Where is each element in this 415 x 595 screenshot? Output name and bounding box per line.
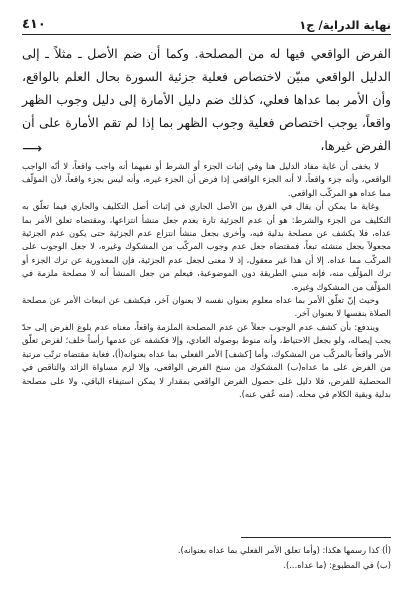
main-text [22, 42, 391, 157]
page-number: ٤١٠ [22, 17, 46, 32]
main-paragraph: الفرض الواقعي فيها له من المصلحة. وكما أن ضم الأصل ـ مثلاً ـ إلى الدليل الواقعي مبيّن لاختصاص فعلية جزئية السورة بحال العلم بالواقع، وأن الأمر بما عداها فعلي، كذلك ضم دليل الأمارة إلى دليل وجوب الظهر واقعاً، يوجب اختصاص فعلية وجوب الظهر بما إذا لم تقم الأمارة على أن الفرض غيرها، [22, 46, 391, 153]
margin-notes [22, 160, 391, 401]
footnotes [22, 543, 391, 573]
footnote-a: (أ) كذا رسمها هكذا: (وأما تعلق الأمر الفعلي بما عداه بعنوانه). [177, 545, 391, 555]
footnote-b: (ب) في المطبوع: (ما عداه...). [283, 560, 391, 570]
note-paragraph-2: وغاية ما يمكن أن يقال في الفرق بين الأصل الجاري في إثبات أصل التكليف والجاري فيما تعلّق به التكليف من الجزء والشرط: هو أن عدم الجزئية تارة بعدم جعل منشأ انتزاعها، ومقتضاه تعلق الأمر بما عداه، فلا يكشف عن مصلحة بدلية فيه، وأخرى بجعل منشأ انتزاع عدم الجزئية حتى يكون عدم الجزئية مجعولاً بجعل منشئه تبعاً، فمقتضاه جعل عدم وجوب المركّب من المشكوك وغيره، لا جعل الوجوب على المركّب مما عداه. إلا أن هذا غير معقول، إذ لا معنى لجعل عدم الجزئية، فإن المعذورية عن ترك الجزء أو ترك المؤلّف منه، فإنه مبني الطريقة دون الموضوعية، فيعلم من جعل المنشأ أنه لا مصلحة ملزمة في المؤلّف من المشكوك وغيره. [22, 201, 391, 292]
continuation-arrow-icon: ⟶ [22, 141, 43, 157]
header-rule [22, 34, 391, 35]
note-paragraph-1: لا يخفى أن غاية مفاد الدليل هنا وفي إثبات الجزء أو الشرط أو نفيهما أنه واجب واقعاً، لا أنّه الواجب الواقعي، وأنه جزء واقعاً، لا أنه الجزء الواقعي إذا فرض أن الجزء غيره، وأنه ليس بجزء واقعاً، لأن المؤلّف مما عداه هو المركّب الواقعي. [22, 161, 391, 198]
running-header [22, 12, 391, 32]
note-paragraph-3: وحيث إنّ تعلّق الأمر بما عداه معلوم بعنوان نفسه لا بعنوان آخر، فيكشف عن انبعاث الأمر عن مصلحة الصلاة بنفسها لا بعنوان آخر. [22, 295, 391, 319]
book-title: نهاية الدراية/ ج١ [299, 18, 391, 32]
footnote-rule [241, 537, 391, 538]
note-paragraph-4: ويندفع: بأن كشف عدم الوجوب جعلاً عن عدم المصلحة الملزمة واقعاً، معناه عدم بلوغ الفرض إلى حدّ يجب إيصاله، ولو بجعل الاحتياط، وأنه منوط بوصوله العادي، وإلا فكشفه عن عدمها رأساً خلف؛ لفرض تعلّق الأمر واقعاً بالمركّب من المشكوك، وأما [كشف] الأمر الفعلي بما عداه بعنوانه(أ)، فغاية مقتضاه ترتّب مرتبة من الفرض على ما عداه(ب) المشكوك من سنخ الفرض الواقعي، وإلا لزم مساواة الزائد والناقص في المحصلية للفرض، فلا دليل على حصول الفرض الواقعي بمقدار لا يمكن استيفاء الباقي، ولا على مصلحة بدلية وبقية الكلام في محله. (منه عُفي عنه). [22, 321, 391, 399]
